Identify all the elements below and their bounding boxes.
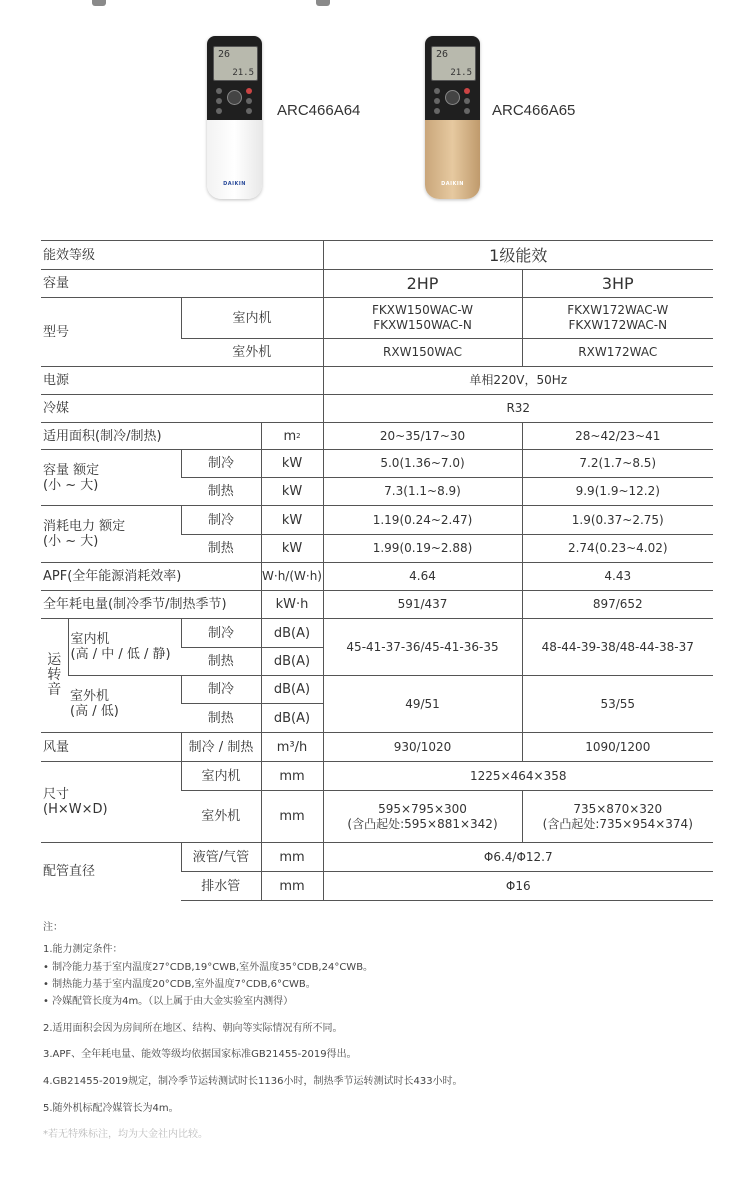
cap-heating-3hp: 9.9(1.9~12.2) <box>522 478 713 506</box>
airflow-mode: 制冷 / 制热 <box>181 733 261 762</box>
efficiency-grade-value: 1级能效 <box>323 241 713 270</box>
sound-outdoor-2hp: 49/51 <box>323 676 522 733</box>
model-label-2: ARC466A65 <box>492 102 576 119</box>
capacity-rated-label: 容量 额定 (小 ~ 大) <box>41 450 181 506</box>
model-indoor-2hp: FKXW150WAC-W FKXW150WAC-N <box>323 298 522 339</box>
note-4: 4.GB21455-2019规定，制冷季节运转测试时长1136小时，制热季节运转测试时长433小时。 <box>43 1076 463 1087</box>
sound-indoor-cooling-unit: dB(A) <box>261 619 323 648</box>
airflow-label: 风量 <box>41 733 181 762</box>
size-outdoor-label: 室外机 <box>181 791 261 843</box>
apf-label: APF(全年能源消耗效率) <box>41 563 261 591</box>
power-rated-label: 消耗电力 额定 (小 ~ 大) <box>41 506 181 563</box>
model-indoor-3hp: FKXW172WAC-W FKXW172WAC-N <box>522 298 713 339</box>
cap-cooling-unit: kW <box>261 450 323 478</box>
airflow-unit: m³/h <box>261 733 323 762</box>
note-1: 1.能力测定条件： <box>43 944 123 955</box>
apf-2hp: 4.64 <box>323 563 522 591</box>
note-1a: • 制冷能力基于室内温度27°CDB,19°CWB,室外温度35°CDB,24°CWB。 <box>43 962 374 973</box>
cap-cooling-3hp: 7.2(1.7~8.5) <box>522 450 713 478</box>
sound-outdoor-heating-unit: dB(A) <box>261 704 323 733</box>
cap-heating-unit: kW <box>261 478 323 506</box>
sound-indoor-label: 室内机 (高 / 中 / 低 / 静) <box>68 619 181 676</box>
annual-consumption-unit: kW·h <box>261 591 323 619</box>
operating-sound-label: 运 转 音 <box>41 619 68 733</box>
note-1c: • 冷媒配管长度为4m。（以上属于由大金实验室内测得） <box>43 996 294 1007</box>
cap-cooling-label: 制冷 <box>181 450 261 478</box>
apf-unit: W·h/(W·h) <box>261 563 323 591</box>
pow-heating-label: 制热 <box>181 535 261 563</box>
sound-indoor-heating-label: 制热 <box>181 648 261 676</box>
size-indoor-value: 1225×464×358 <box>323 762 713 791</box>
pipe-drain-unit: mm <box>261 872 323 901</box>
pipe-liquid-gas-label: 液管/气管 <box>181 843 261 872</box>
power-label: 电源 <box>41 367 323 395</box>
size-indoor-label: 室内机 <box>181 762 261 791</box>
cropped-mark-right <box>316 0 330 6</box>
note-5: 5.随外机标配冷媒管长为4m。 <box>43 1103 179 1114</box>
remote-controller-gold <box>425 36 480 199</box>
model-outdoor-label: 室外机 <box>181 339 323 367</box>
footnote: *若无特殊标注，均为大金社内比较。 <box>43 1129 208 1140</box>
note-1b: • 制热能力基于室内温度20°CDB,室外温度7°CDB,6°CWB。 <box>43 979 316 990</box>
note-3: 3.APF、全年耗电量、能效等级均依据国家标准GB21455-2019得出。 <box>43 1049 357 1060</box>
annual-consumption-label: 全年耗电量(制冷季节/制热季节) <box>41 591 261 619</box>
size-outdoor-2hp: 595×795×300 (含凸起处:595×881×342) <box>323 791 522 843</box>
model-label-1: ARC466A64 <box>277 102 361 119</box>
cap-cooling-2hp: 5.0(1.36~7.0) <box>323 450 522 478</box>
model-outdoor-2hp: RXW150WAC <box>323 339 522 367</box>
pipe-drain-value: Φ16 <box>323 872 713 901</box>
remote-controller-white <box>207 36 262 199</box>
pow-cooling-label: 制冷 <box>181 506 261 535</box>
area-unit: $m^2$ <box>261 423 323 450</box>
sound-indoor-2hp: 45-41-37-36/45-41-36-35 <box>323 619 522 676</box>
capacity-label: 容量 <box>41 270 323 298</box>
capacity-3hp: 3HP <box>522 270 713 298</box>
dimensions-label: 尺寸 (H×W×D) <box>41 762 181 843</box>
spec-table <box>41 240 713 901</box>
size-indoor-unit: mm <box>261 762 323 791</box>
pipe-drain-label: 排水管 <box>181 872 261 901</box>
airflow-2hp: 930/1020 <box>323 733 522 762</box>
efficiency-grade-label: 能效等级 <box>41 241 323 270</box>
pipe-diameter-label: 配管直径 <box>41 843 181 901</box>
pipe-liquid-gas-value: Φ6.4/Φ12.7 <box>323 843 713 872</box>
pow-cooling-2hp: 1.19(0.24~2.47) <box>323 506 522 535</box>
annual-consumption-3hp: 897/652 <box>522 591 713 619</box>
remote-screen: 26 21.5 <box>431 46 476 81</box>
cropped-mark-left <box>92 0 106 6</box>
capacity-2hp: 2HP <box>323 270 522 298</box>
daikin-logo: DAIKIN <box>223 181 246 187</box>
sound-outdoor-label: 室外机 (高 / 低) <box>68 676 181 733</box>
pow-heating-2hp: 1.99(0.19~2.88) <box>323 535 522 563</box>
pow-cooling-unit: kW <box>261 506 323 535</box>
power-value: 单相220V，50Hz <box>323 367 713 395</box>
notes-title: 注： <box>43 922 63 933</box>
area-3hp: 28~42/23~41 <box>522 423 713 450</box>
refrigerant-value: R32 <box>323 395 713 423</box>
annual-consumption-2hp: 591/437 <box>323 591 522 619</box>
cap-heating-2hp: 7.3(1.1~8.9) <box>323 478 522 506</box>
pow-cooling-3hp: 1.9(0.37~2.75) <box>522 506 713 535</box>
daikin-logo: DAIKIN <box>441 181 464 187</box>
sound-indoor-cooling-label: 制冷 <box>181 619 261 648</box>
sound-indoor-3hp: 48-44-39-38/48-44-38-37 <box>522 619 713 676</box>
sound-outdoor-cooling-unit: dB(A) <box>261 676 323 704</box>
size-outdoor-unit: mm <box>261 791 323 843</box>
size-outdoor-3hp: 735×870×320 (含凸起处:735×954×374) <box>522 791 713 843</box>
model-outdoor-3hp: RXW172WAC <box>522 339 713 367</box>
cap-heating-label: 制热 <box>181 478 261 506</box>
sound-outdoor-3hp: 53/55 <box>522 676 713 733</box>
apf-3hp: 4.43 <box>522 563 713 591</box>
pow-heating-unit: kW <box>261 535 323 563</box>
airflow-3hp: 1090/1200 <box>522 733 713 762</box>
note-2: 2.适用面积会因为房间所在地区、结构、朝向等实际情况有所不同。 <box>43 1023 343 1034</box>
model-row-label: 型号 <box>41 298 181 367</box>
sound-indoor-heating-unit: dB(A) <box>261 648 323 676</box>
sound-outdoor-cooling-label: 制冷 <box>181 676 261 704</box>
pow-heating-3hp: 2.74(0.23~4.02) <box>522 535 713 563</box>
refrigerant-label: 冷媒 <box>41 395 323 423</box>
area-label: 适用面积(制冷/制热) <box>41 423 261 450</box>
model-indoor-label: 室内机 <box>181 298 323 339</box>
pipe-liquid-gas-unit: mm <box>261 843 323 872</box>
area-2hp: 20~35/17~30 <box>323 423 522 450</box>
sound-outdoor-heating-label: 制热 <box>181 704 261 733</box>
remote-screen: 26 21.5 <box>213 46 258 81</box>
